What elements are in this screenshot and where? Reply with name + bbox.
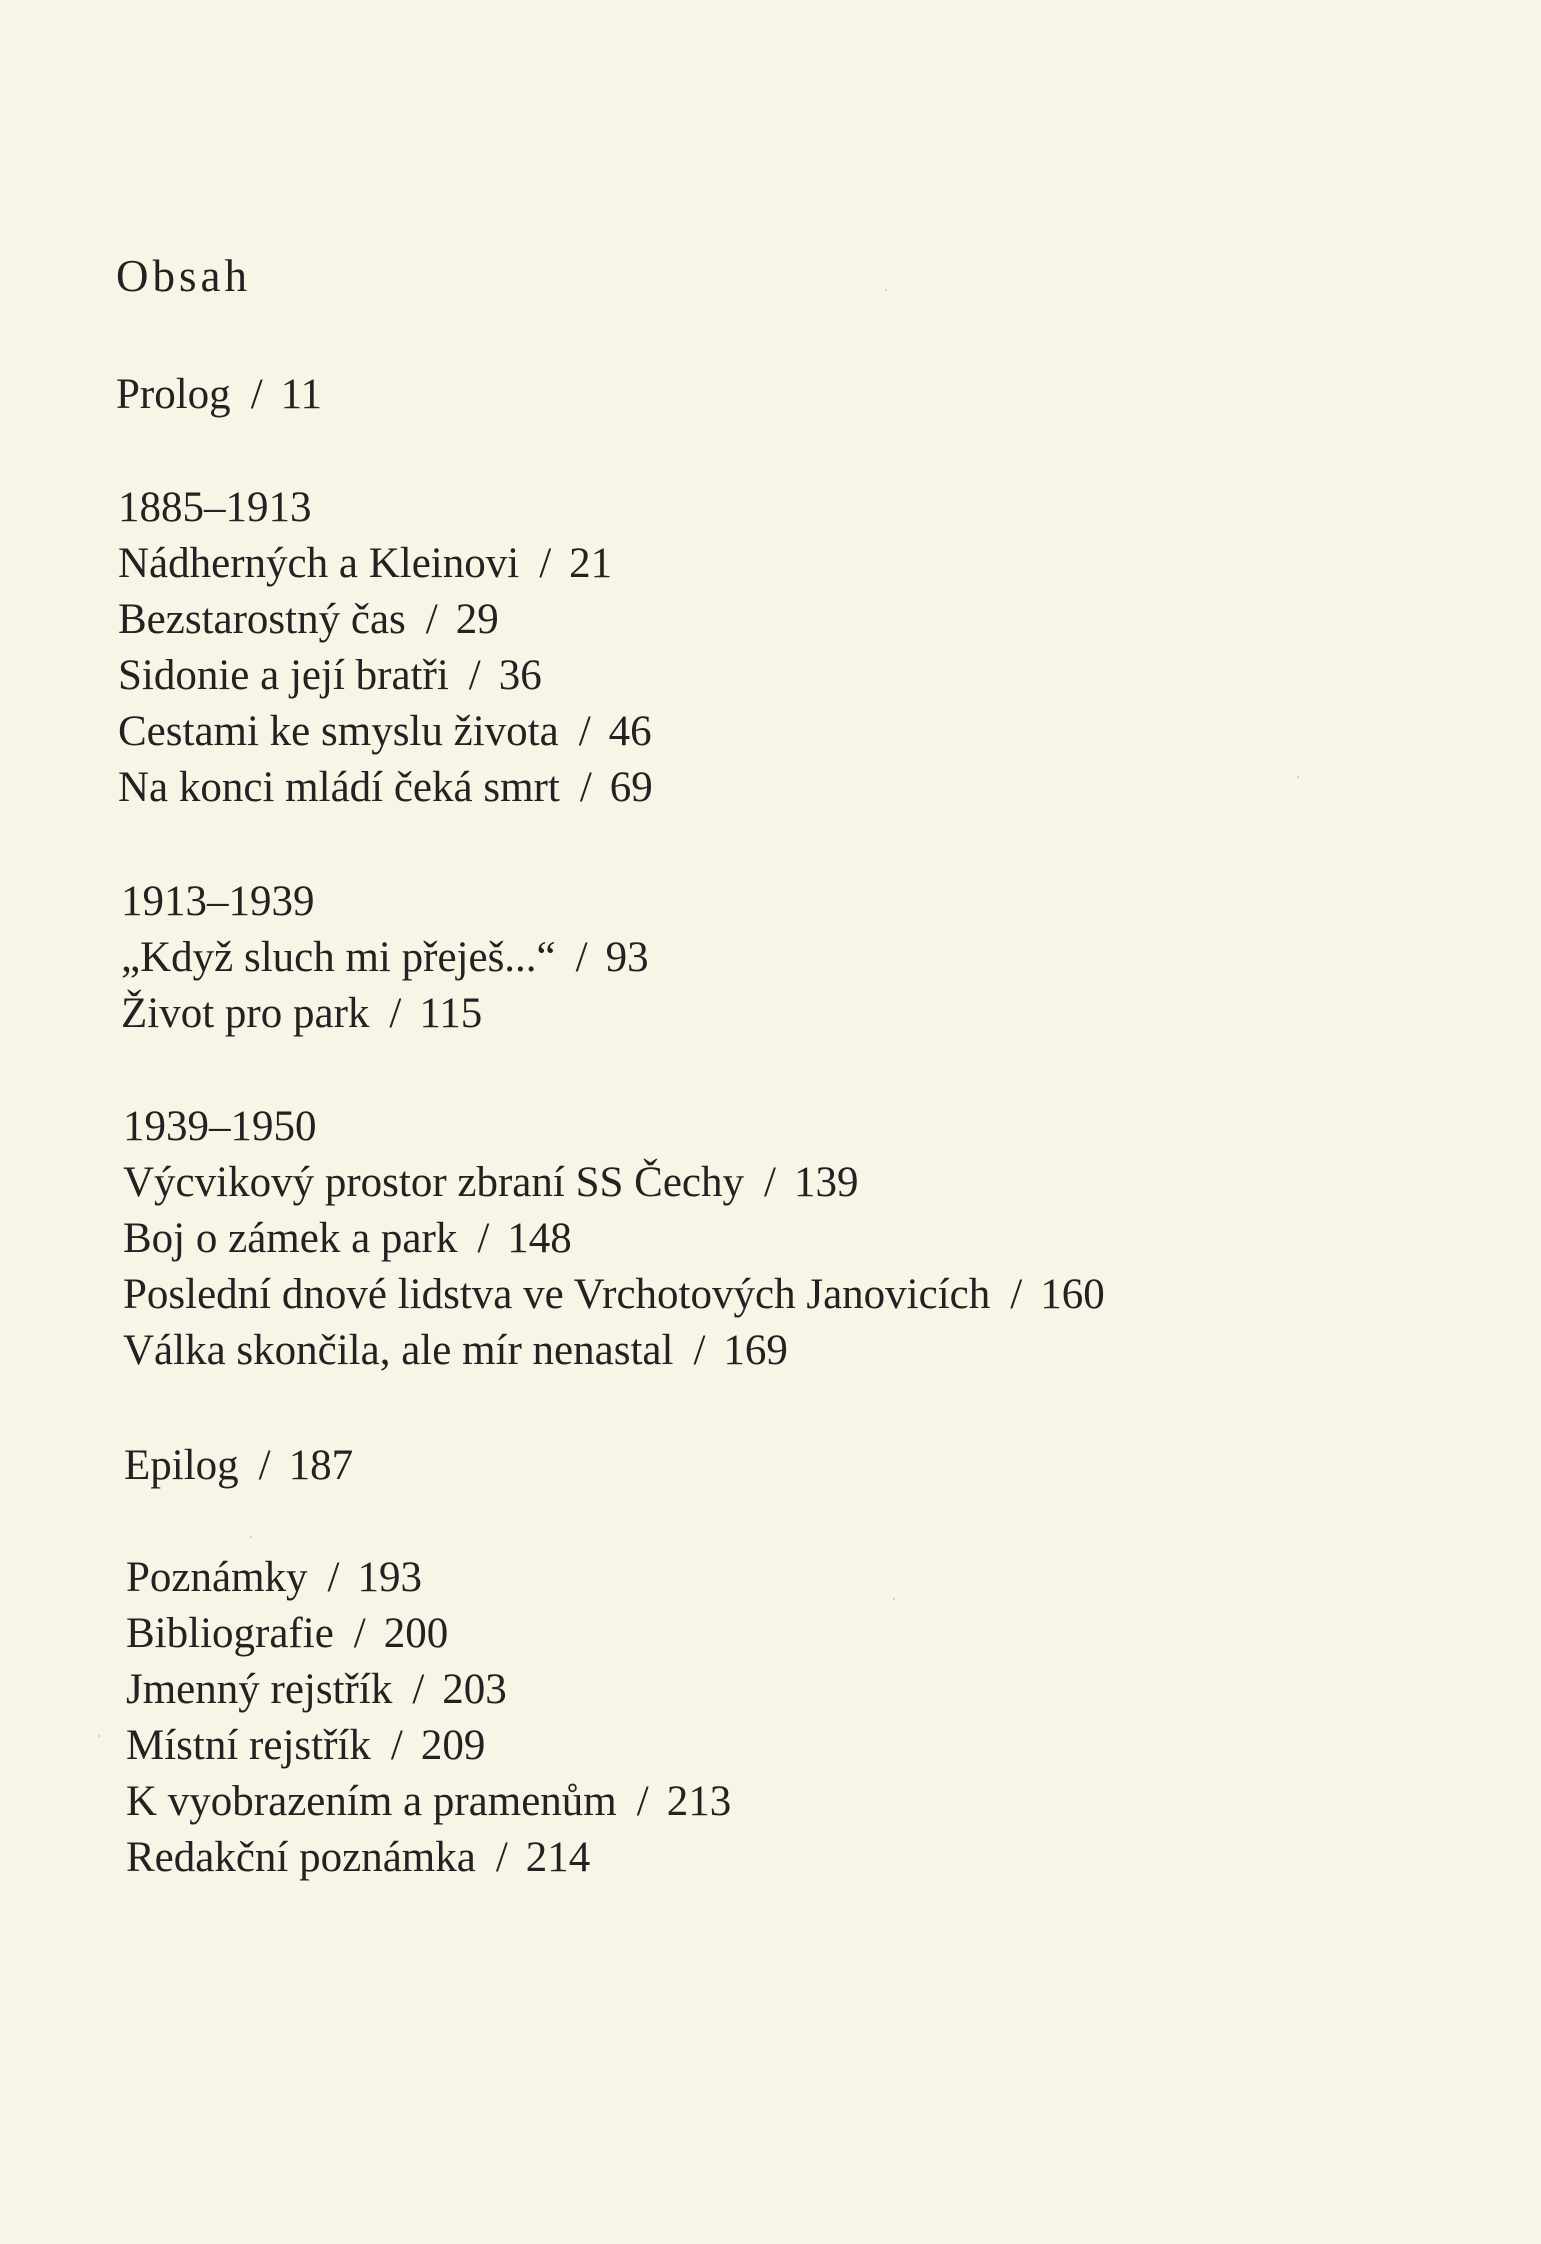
toc-separator: / xyxy=(353,1610,366,1657)
toc-entry xyxy=(126,1774,731,1830)
toc-separator: / xyxy=(764,1159,776,1206)
toc-separator: / xyxy=(539,540,552,587)
toc-entry-page: 11 xyxy=(280,371,323,418)
toc-separator: / xyxy=(412,1666,425,1713)
toc-entry xyxy=(126,1662,731,1718)
toc-part-heading: 1913–1939 xyxy=(121,878,315,925)
toc-entry xyxy=(118,648,653,704)
toc-entry-label: Poznámky xyxy=(126,1554,308,1601)
toc-entry-page: 36 xyxy=(498,652,542,699)
toc-entry-page: 29 xyxy=(455,596,499,643)
toc-entry xyxy=(118,592,653,648)
toc-entry-page: 69 xyxy=(609,764,653,811)
toc-entry-page: 214 xyxy=(525,1834,591,1881)
toc-separator: / xyxy=(1010,1271,1023,1318)
toc-separator: / xyxy=(327,1554,340,1601)
toc-appendix xyxy=(126,1550,731,1886)
toc-entry-label: Bibliografie xyxy=(126,1610,334,1657)
toc-part-heading: 1939–1950 xyxy=(123,1103,317,1150)
toc-entry-label: Nádherných a Kleinovi xyxy=(118,540,520,587)
toc-entry-page: 200 xyxy=(383,1610,449,1657)
toc-separator: / xyxy=(390,1722,403,1769)
toc-entry-page: 46 xyxy=(608,708,652,755)
toc-entry-label: Výcvikový prostor zbraní SS Čechy xyxy=(123,1159,745,1206)
toc-entry-label: K vyobrazením a pramenům xyxy=(126,1778,617,1825)
toc-entry-label: Život pro park xyxy=(121,990,370,1037)
toc-part-heading: 1885–1913 xyxy=(118,484,312,531)
toc-entry xyxy=(126,1718,731,1774)
toc-entry-label: „Když sluch mi přeješ...“ xyxy=(121,934,556,981)
toc-entry-prologue xyxy=(116,367,322,423)
paper-speck xyxy=(250,1536,252,1538)
toc-entry-label: Prolog xyxy=(116,371,231,418)
paper-speck xyxy=(893,1598,895,1600)
toc-entry-page: 160 xyxy=(1040,1271,1105,1318)
toc-entry-label: Místní rejstřík xyxy=(126,1722,371,1769)
toc-entry-label: Redakční poznámka xyxy=(126,1834,476,1881)
toc-entry xyxy=(123,1323,1105,1379)
toc-separator: / xyxy=(636,1778,649,1825)
toc-separator: / xyxy=(477,1215,490,1262)
toc-title: Obsah xyxy=(116,251,251,301)
toc-entry-label: Válka skončila, ale mír nenastal xyxy=(123,1327,674,1374)
toc-separator: / xyxy=(250,371,263,418)
toc-entry xyxy=(126,1830,731,1886)
toc-entry xyxy=(118,536,653,592)
toc-entry-label: Na konci mládí čeká smrt xyxy=(118,764,560,811)
toc-entry-page: 193 xyxy=(357,1554,422,1601)
toc-entry-label: Cestami ke smyslu života xyxy=(118,708,559,755)
toc-separator: / xyxy=(578,708,591,755)
toc-separator: / xyxy=(258,1442,271,1489)
toc-entry-epilogue xyxy=(124,1438,353,1494)
toc-separator: / xyxy=(693,1327,706,1374)
toc-entry xyxy=(121,986,649,1042)
paper-speck xyxy=(1297,776,1299,778)
toc-entry xyxy=(118,704,653,760)
toc-entry xyxy=(123,1155,1105,1211)
toc-entry-page: 213 xyxy=(666,1778,732,1825)
toc-separator: / xyxy=(468,652,481,699)
toc-entry-label: Poslední dnové lidstva ve Vrchotových Janovicích xyxy=(123,1271,991,1318)
toc-entry-page: 139 xyxy=(793,1159,859,1206)
toc-entry-page: 203 xyxy=(442,1666,507,1713)
toc-part-1 xyxy=(118,480,653,816)
toc-entry-page: 93 xyxy=(605,934,649,981)
toc-epilogue-section xyxy=(124,1438,353,1494)
toc-entry xyxy=(126,1550,731,1606)
toc-entry-label: Boj o zámek a park xyxy=(123,1215,458,1262)
toc-separator: / xyxy=(579,764,592,811)
toc-part-2 xyxy=(121,874,649,1042)
toc-entry-label: Jmenný rejstřík xyxy=(126,1666,393,1713)
toc-entry xyxy=(123,1267,1105,1323)
toc-entry-page: 187 xyxy=(288,1442,354,1489)
toc-entry-page: 115 xyxy=(419,990,483,1037)
toc-separator: / xyxy=(575,934,588,981)
toc-entry xyxy=(123,1211,1105,1267)
toc-entry-page: 21 xyxy=(569,540,613,587)
paper-speck xyxy=(98,1735,100,1737)
toc-entry xyxy=(121,930,649,986)
toc-entry-label: Sidonie a její bratři xyxy=(118,652,449,699)
toc-entry xyxy=(126,1606,731,1662)
toc-entry-page: 209 xyxy=(420,1722,486,1769)
toc-entry-label: Epilog xyxy=(124,1442,239,1489)
toc-separator: / xyxy=(425,596,438,643)
toc-entry-label: Bezstarostný čas xyxy=(118,596,406,643)
toc-entry-page: 148 xyxy=(507,1215,572,1262)
toc-entry-page: 169 xyxy=(723,1327,788,1374)
paper-speck xyxy=(885,289,887,291)
toc-part-3 xyxy=(123,1099,1105,1379)
toc-entry xyxy=(118,760,653,816)
toc-separator: / xyxy=(495,1834,508,1881)
toc-separator: / xyxy=(389,990,402,1037)
toc-prologue-section xyxy=(116,367,322,423)
